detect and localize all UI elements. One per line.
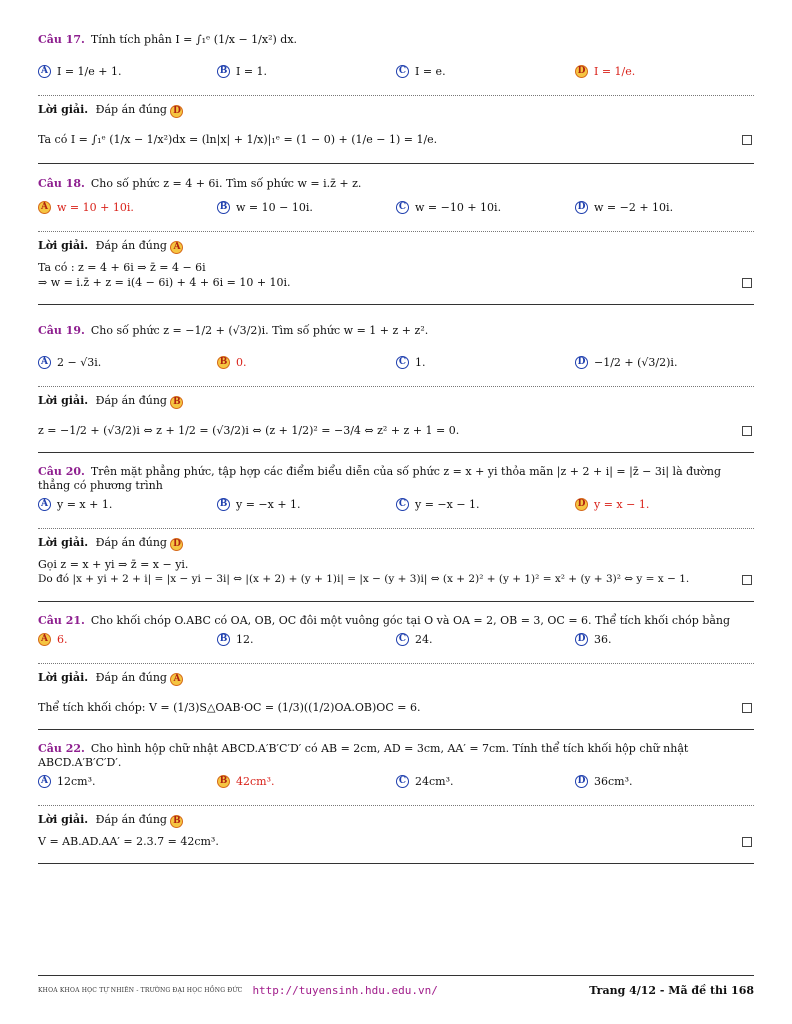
- option-letter: A: [38, 201, 51, 214]
- solution-line: Ta có I = ∫₁ᵉ (1/x − 1/x²)dx = (ln|x| + 1/x)|₁ᵉ = (1 − 0) + (1/e − 1) = 1/e.: [38, 133, 438, 146]
- dotted-divider: [38, 527, 754, 529]
- qed-box-icon: [742, 426, 752, 436]
- question-stem: Tính tích phân I = ∫₁ᵉ (1/x − 1/x²) dx.: [90, 33, 298, 46]
- option-letter: D: [575, 356, 588, 369]
- option-letter: B: [217, 775, 230, 788]
- option-c[interactable]: [396, 356, 575, 369]
- question-number: Câu 22.: [38, 742, 85, 755]
- footer-url-link[interactable]: http://tuyensinh.hdu.edu.vn/: [252, 984, 438, 997]
- option-c[interactable]: [396, 498, 575, 511]
- option-text: 42cm³.: [236, 774, 275, 788]
- question-21: [38, 614, 754, 730]
- section-rule: [38, 304, 754, 305]
- solution-line: Do đó |x + yi + 2 + i| = |x − yi − 3i| ⇔ |(x + 2) + (y + 1)i| = |x − (y + 3)i| ⇔ (x + 2)² + (y + 1)² = x² + (y + 3)² ⇔ y = x − 1.: [38, 573, 690, 585]
- answer-badge: D: [170, 538, 183, 551]
- option-letter: A: [38, 633, 51, 646]
- option-text: w = −10 + 10i.: [415, 200, 502, 214]
- option-text: 2 − √3i.: [57, 355, 102, 369]
- answer-badge: D: [170, 105, 183, 118]
- option-text: 6.: [57, 632, 68, 646]
- option-letter: A: [38, 65, 51, 78]
- option-text: y = x − 1.: [594, 497, 650, 511]
- option-text: I = 1/e + 1.: [57, 64, 122, 78]
- dotted-divider: [38, 94, 754, 96]
- option-d[interactable]: [575, 498, 754, 511]
- question-stem: Cho số phức z = 4 + 6i. Tìm số phức w = i.z̄ + z.: [90, 177, 362, 190]
- option-d[interactable]: [575, 201, 754, 214]
- solution-header: Lời giải. Đáp án đúng D: [38, 102, 754, 118]
- solution-body: [38, 260, 754, 290]
- solution-line: V = AB.AD.AA′ = 2.3.7 = 42cm³.: [38, 835, 219, 848]
- solution-line: Ta có : z = 4 + 6i ⇒ z̄ = 4 − 6i: [38, 261, 206, 274]
- option-letter: B: [217, 65, 230, 78]
- option-letter: D: [575, 498, 588, 511]
- option-letter: C: [396, 201, 409, 214]
- footer-institution: KHOA KHOA HỌC TỰ NHIÊN - TRƯỜNG ĐẠI HỌC HỒNG ĐỨC: [38, 987, 243, 994]
- solution-header: Lời giải. Đáp án đúng B: [38, 812, 754, 828]
- option-text: I = e.: [415, 64, 446, 78]
- qed-box-icon: [742, 278, 752, 288]
- option-letter: A: [38, 775, 51, 788]
- option-c[interactable]: [396, 633, 575, 646]
- option-letter: D: [575, 65, 588, 78]
- section-rule: [38, 452, 754, 453]
- question-19: [38, 323, 754, 453]
- option-text: −1/2 + (√3/2)i.: [594, 355, 678, 369]
- option-b[interactable]: [217, 65, 396, 78]
- options: [38, 62, 754, 80]
- options: [38, 495, 754, 513]
- option-b[interactable]: [217, 775, 396, 788]
- option-text: y = −x − 1.: [415, 497, 480, 511]
- question-number: Câu 20.: [38, 465, 85, 478]
- solution-header: Lời giải. Đáp án đúng D: [38, 535, 754, 551]
- question-number: Câu 19.: [38, 324, 85, 337]
- answer-badge: A: [170, 673, 183, 686]
- option-a[interactable]: [38, 356, 217, 369]
- option-letter: D: [575, 201, 588, 214]
- question-stem: Trên mặt phẳng phức, tập hợp các điểm biểu diễn của số phức z = x + yi thỏa mãn |z + 2 + i| = |z̄ − 3i| là đường thẳng có phương trình: [38, 465, 722, 492]
- solution-body: [38, 834, 754, 849]
- solution-line: Gọi z = x + yi ⇒ z̄ = x − yi.: [38, 558, 189, 571]
- question-number: Câu 21.: [38, 614, 85, 627]
- document-body: [38, 12, 754, 876]
- option-b[interactable]: [217, 201, 396, 214]
- answer-badge: A: [170, 241, 183, 254]
- option-a[interactable]: [38, 775, 217, 788]
- solution-line: ⇒ w = i.z̄ + z = i(4 − 6i) + 4 + 6i = 10 + 10i.: [38, 276, 291, 289]
- option-c[interactable]: [396, 201, 575, 214]
- section-rule: [38, 163, 754, 164]
- solution-header: Lời giải. Đáp án đúng A: [38, 670, 754, 686]
- option-a[interactable]: [38, 65, 217, 78]
- option-text: y = −x + 1.: [236, 497, 301, 511]
- question-number: Câu 17.: [38, 33, 85, 46]
- option-letter: C: [396, 356, 409, 369]
- option-text: 1.: [415, 355, 426, 369]
- option-a[interactable]: [38, 498, 217, 511]
- option-letter: B: [217, 498, 230, 511]
- option-text: 12cm³.: [57, 774, 96, 788]
- solution-body: [38, 700, 754, 715]
- option-text: 0.: [236, 355, 247, 369]
- dotted-divider: [38, 230, 754, 232]
- option-text: I = 1/e.: [594, 64, 636, 78]
- option-letter: B: [217, 633, 230, 646]
- dotted-divider: [38, 385, 754, 387]
- solution-header: Lời giải. Đáp án đúng B: [38, 393, 754, 409]
- option-text: w = 10 − 10i.: [236, 200, 313, 214]
- options: [38, 630, 754, 648]
- option-d[interactable]: [575, 775, 754, 788]
- dotted-divider: [38, 804, 754, 806]
- options: [38, 772, 754, 790]
- option-text: I = 1.: [236, 64, 268, 78]
- footer-page-number: Trang 4/12 - Mã đề thi 168: [589, 984, 754, 997]
- question-17: [38, 32, 754, 164]
- option-text: w = 10 + 10i.: [57, 200, 134, 214]
- option-text: 12.: [236, 632, 254, 646]
- question-22: [38, 742, 754, 864]
- option-b[interactable]: [217, 498, 396, 511]
- question-20: [38, 465, 754, 602]
- dotted-divider: [38, 662, 754, 664]
- question-number: Câu 18.: [38, 177, 85, 190]
- solution-line: Thể tích khối chóp: V = (1/3)S△OAB·OC = (1/3)((1/2)OA.OB)OC = 6.: [38, 701, 421, 714]
- page-footer: [38, 975, 754, 997]
- option-letter: B: [217, 356, 230, 369]
- solution-body: [38, 557, 754, 587]
- option-d[interactable]: [575, 356, 754, 369]
- option-b[interactable]: [217, 356, 396, 369]
- option-a[interactable]: [38, 633, 217, 646]
- option-c[interactable]: [396, 65, 575, 78]
- qed-box-icon: [742, 575, 752, 585]
- question-stem: Cho khối chóp O.ABC có OA, OB, OC đôi một vuông góc tại O và OA = 2, OB = 3, OC = 6. Thể tích khối chóp bằng: [90, 614, 731, 627]
- option-text: 24cm³.: [415, 774, 454, 788]
- option-letter: C: [396, 498, 409, 511]
- option-text: 24.: [415, 632, 433, 646]
- qed-box-icon: [742, 837, 752, 847]
- option-d[interactable]: [575, 633, 754, 646]
- option-d[interactable]: [575, 65, 754, 78]
- options: [38, 198, 754, 216]
- answer-badge: B: [170, 815, 183, 828]
- options: [38, 353, 754, 371]
- option-letter: A: [38, 498, 51, 511]
- qed-box-icon: [742, 135, 752, 145]
- solution-header: Lời giải. Đáp án đúng A: [38, 238, 754, 254]
- solution-line: z = −1/2 + (√3/2)i ⇔ z + 1/2 = (√3/2)i ⇔ (z + 1/2)² = −3/4 ⇔ z² + z + 1 = 0.: [38, 424, 460, 437]
- option-text: 36.: [594, 632, 612, 646]
- answer-badge: B: [170, 396, 183, 409]
- solution-body: [38, 423, 754, 438]
- question-stem: Cho số phức z = −1/2 + (√3/2)i. Tìm số phức w = 1 + z + z².: [90, 324, 429, 337]
- option-c[interactable]: [396, 775, 575, 788]
- option-letter: D: [575, 633, 588, 646]
- solution-body: [38, 132, 754, 147]
- option-letter: C: [396, 65, 409, 78]
- qed-box-icon: [742, 703, 752, 713]
- option-text: w = −2 + 10i.: [594, 200, 674, 214]
- section-rule: [38, 863, 754, 864]
- option-letter: D: [575, 775, 588, 788]
- question-stem: Cho hình hộp chữ nhật ABCD.A′B′C′D′ có AB = 2cm, AD = 3cm, AA′ = 7cm. Tính thể tích khối hộp chữ nhật ABCD.A′B′C′D′.: [38, 742, 689, 769]
- option-letter: C: [396, 775, 409, 788]
- option-b[interactable]: [217, 633, 396, 646]
- option-letter: C: [396, 633, 409, 646]
- option-a[interactable]: [38, 201, 217, 214]
- option-text: 36cm³.: [594, 774, 633, 788]
- option-letter: A: [38, 356, 51, 369]
- section-rule: [38, 729, 754, 730]
- question-18: [38, 176, 754, 305]
- section-rule: [38, 601, 754, 602]
- option-text: y = x + 1.: [57, 497, 113, 511]
- option-letter: B: [217, 201, 230, 214]
